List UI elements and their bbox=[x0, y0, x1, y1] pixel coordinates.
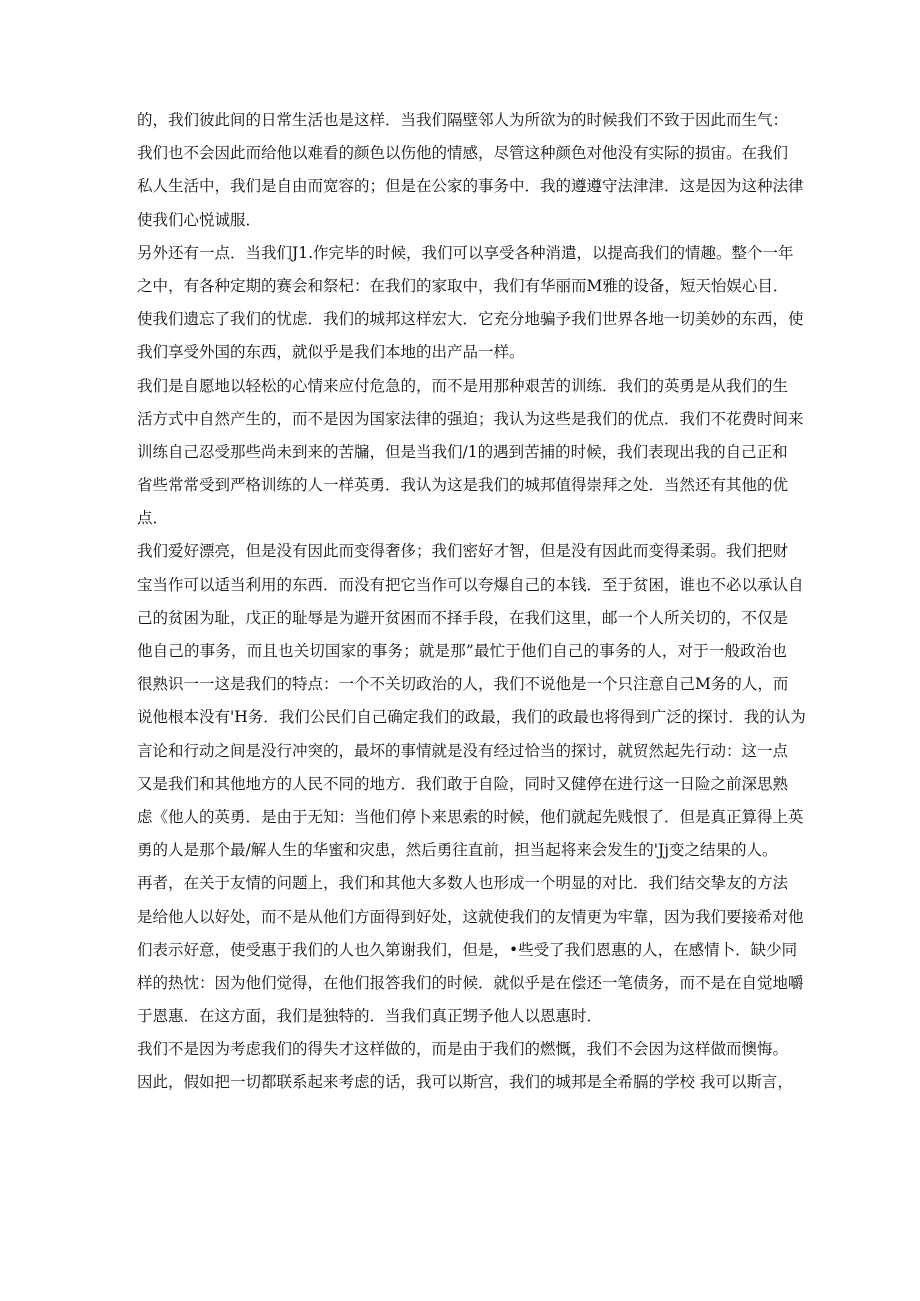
paragraph-1 bbox=[137, 104, 804, 237]
text-line: 宝当作可以适当利用的东西．而没有把它当作可以夸爆自己的本钱．至于贫困，谁也不必以承认自 bbox=[137, 575, 804, 594]
text-line: 我们也不会因此而给他以难看的颜色以伤他的情感，尽管这种颜色对他没有实际的损宙。在我们 bbox=[137, 144, 789, 163]
text-line: 虑《他人的英勇．是由于无知：当他们停卜来思索的时候，他们就起先贱恨了．但是真正算得上英 bbox=[137, 807, 804, 826]
text-line: 我们享受外国的东西，就似乎是我们本地的出产品一样。 bbox=[137, 343, 525, 362]
text-line: 样的热忱：因为他们觉得，在他们报答我们的时候．就似乎是在偿还一笔债务，而不是在自觉地嚼 bbox=[137, 973, 804, 992]
text-line: 勇的人是那个最/解人生的华蜜和灾患，然后勇往直前，担当起将来会发生的'Jj变之结果的人。 bbox=[137, 841, 778, 860]
text-line: 是给他人以好处，而不是从他们方面得到好处，这就使我们的友情更为牢靠，因为我们要接希对他 bbox=[137, 907, 804, 926]
text-line: 训练自己忍受那些尚未到来的苦牖，但是当我们/1的遇到苦捕的时候，我们表现出我的自己正和 bbox=[137, 442, 788, 461]
text-line: 另外还有一点．当我们J1.作完毕的时候，我们可以享受各种消遣，以提高我们的情趣。整个一年 bbox=[137, 243, 794, 262]
text-line: 使我们心悦诚服． bbox=[137, 210, 262, 229]
text-line: 点． bbox=[137, 509, 169, 528]
text-line: 因此，假如把一切都联系起来考虑的话，我可以斯宫，我们的城邦是全希膈的学校 我可以斯言， bbox=[137, 1073, 793, 1092]
paragraph-6 bbox=[137, 1033, 793, 1099]
text-line: 又是我们和其他地方的人民不同的地方．我们敢于自险，同时又健停在进行这一日险之前深思熟 bbox=[137, 774, 789, 793]
paragraph-5 bbox=[137, 867, 804, 1033]
text-line: 他自己的事务，而且也关切国家的事务；就是那”最忙于他们自己的事务的人，对于一般政治也 bbox=[137, 642, 787, 660]
paragraph-3 bbox=[137, 370, 804, 536]
text-line: 言论和行动之间是没行冲突的，最坏的事情就是没有经过恰当的探讨，就贸然起先行动：这一点 bbox=[137, 741, 789, 760]
text-line: 我们爱好漂亮，但是没有因此而变得奢侈；我们密好才智，但是没有因此而变得柔弱。我们把财 bbox=[137, 542, 789, 561]
text-line: 于恩惠．在这方面，我们是独特的．当我们真正甥予他人以恩惠时． bbox=[137, 1007, 603, 1026]
text-line: 活方式中自然产生的，而不是因为国家法律的强迫；我认为这些是我们的优点．我们不花费时间来 bbox=[137, 409, 804, 428]
text-line: 私人生活中，我们是自由而宽容的；但是在公家的事务中．我的遵遵守法津津．这是因为这种法律 bbox=[137, 177, 804, 196]
text-line: 我们不是因为考虑我们的得失才这样做的，而是由于我们的燃慨，我们不会因为这样做而懊悔。 bbox=[137, 1040, 789, 1059]
paragraph-4 bbox=[137, 535, 806, 867]
paragraph-2 bbox=[137, 237, 804, 370]
text-line: 的，我们彼此间的日常生活也是这样．当我们隔壁邻人为所欲为的时候我们不致于因此而生气： bbox=[137, 111, 789, 129]
text-line: 很熟识一一这是我们的特点：一个不关切政治的人，我们不说他是一个只注意自己M务的人，而 bbox=[137, 675, 789, 694]
text-line: 我们是自愿地以轻松的心情来应付危急的，而不是用那种艰苦的训练．我们的英勇是从我们的生 bbox=[137, 376, 789, 395]
text-line: 使我们遗忘了我们的忧虑．我们的城邦这样宏大．它充分地骗予我们世界各地一切美妙的东西，使 bbox=[137, 310, 804, 329]
text-line: 省些常常受到严格训练的人一样英勇．我认为这是我们的城邦值得崇拜之处．当然还有其他的优 bbox=[137, 476, 789, 495]
text-line: 己的贫困为耻，戊正的耻辱是为避开贫困而不择手段，在我们这里，邮一个人所关切的，不仅是 bbox=[137, 608, 789, 627]
text-line: 再者，在关于友情的问题上，我们和其他大多数人也形成一个明显的对比．我们结交挚友的方法 bbox=[137, 874, 789, 893]
text-line: 们表示好意，使受惠于我们的人也久第谢我们，但是，•些受了我们恩惠的人，在感情卜．缺少同 bbox=[137, 940, 798, 959]
text-line: 说他根本没有'H务．我们公民们自己确定我们的政最，我们的政最也将得到广泛的探讨．我的认为 bbox=[137, 708, 806, 727]
text-line: 之中，有各种定期的赛会和祭杞：在我们的家取中，我们有华丽而M雅的设备，短天怡娱心目． bbox=[137, 276, 789, 295]
document-body bbox=[137, 104, 806, 1100]
